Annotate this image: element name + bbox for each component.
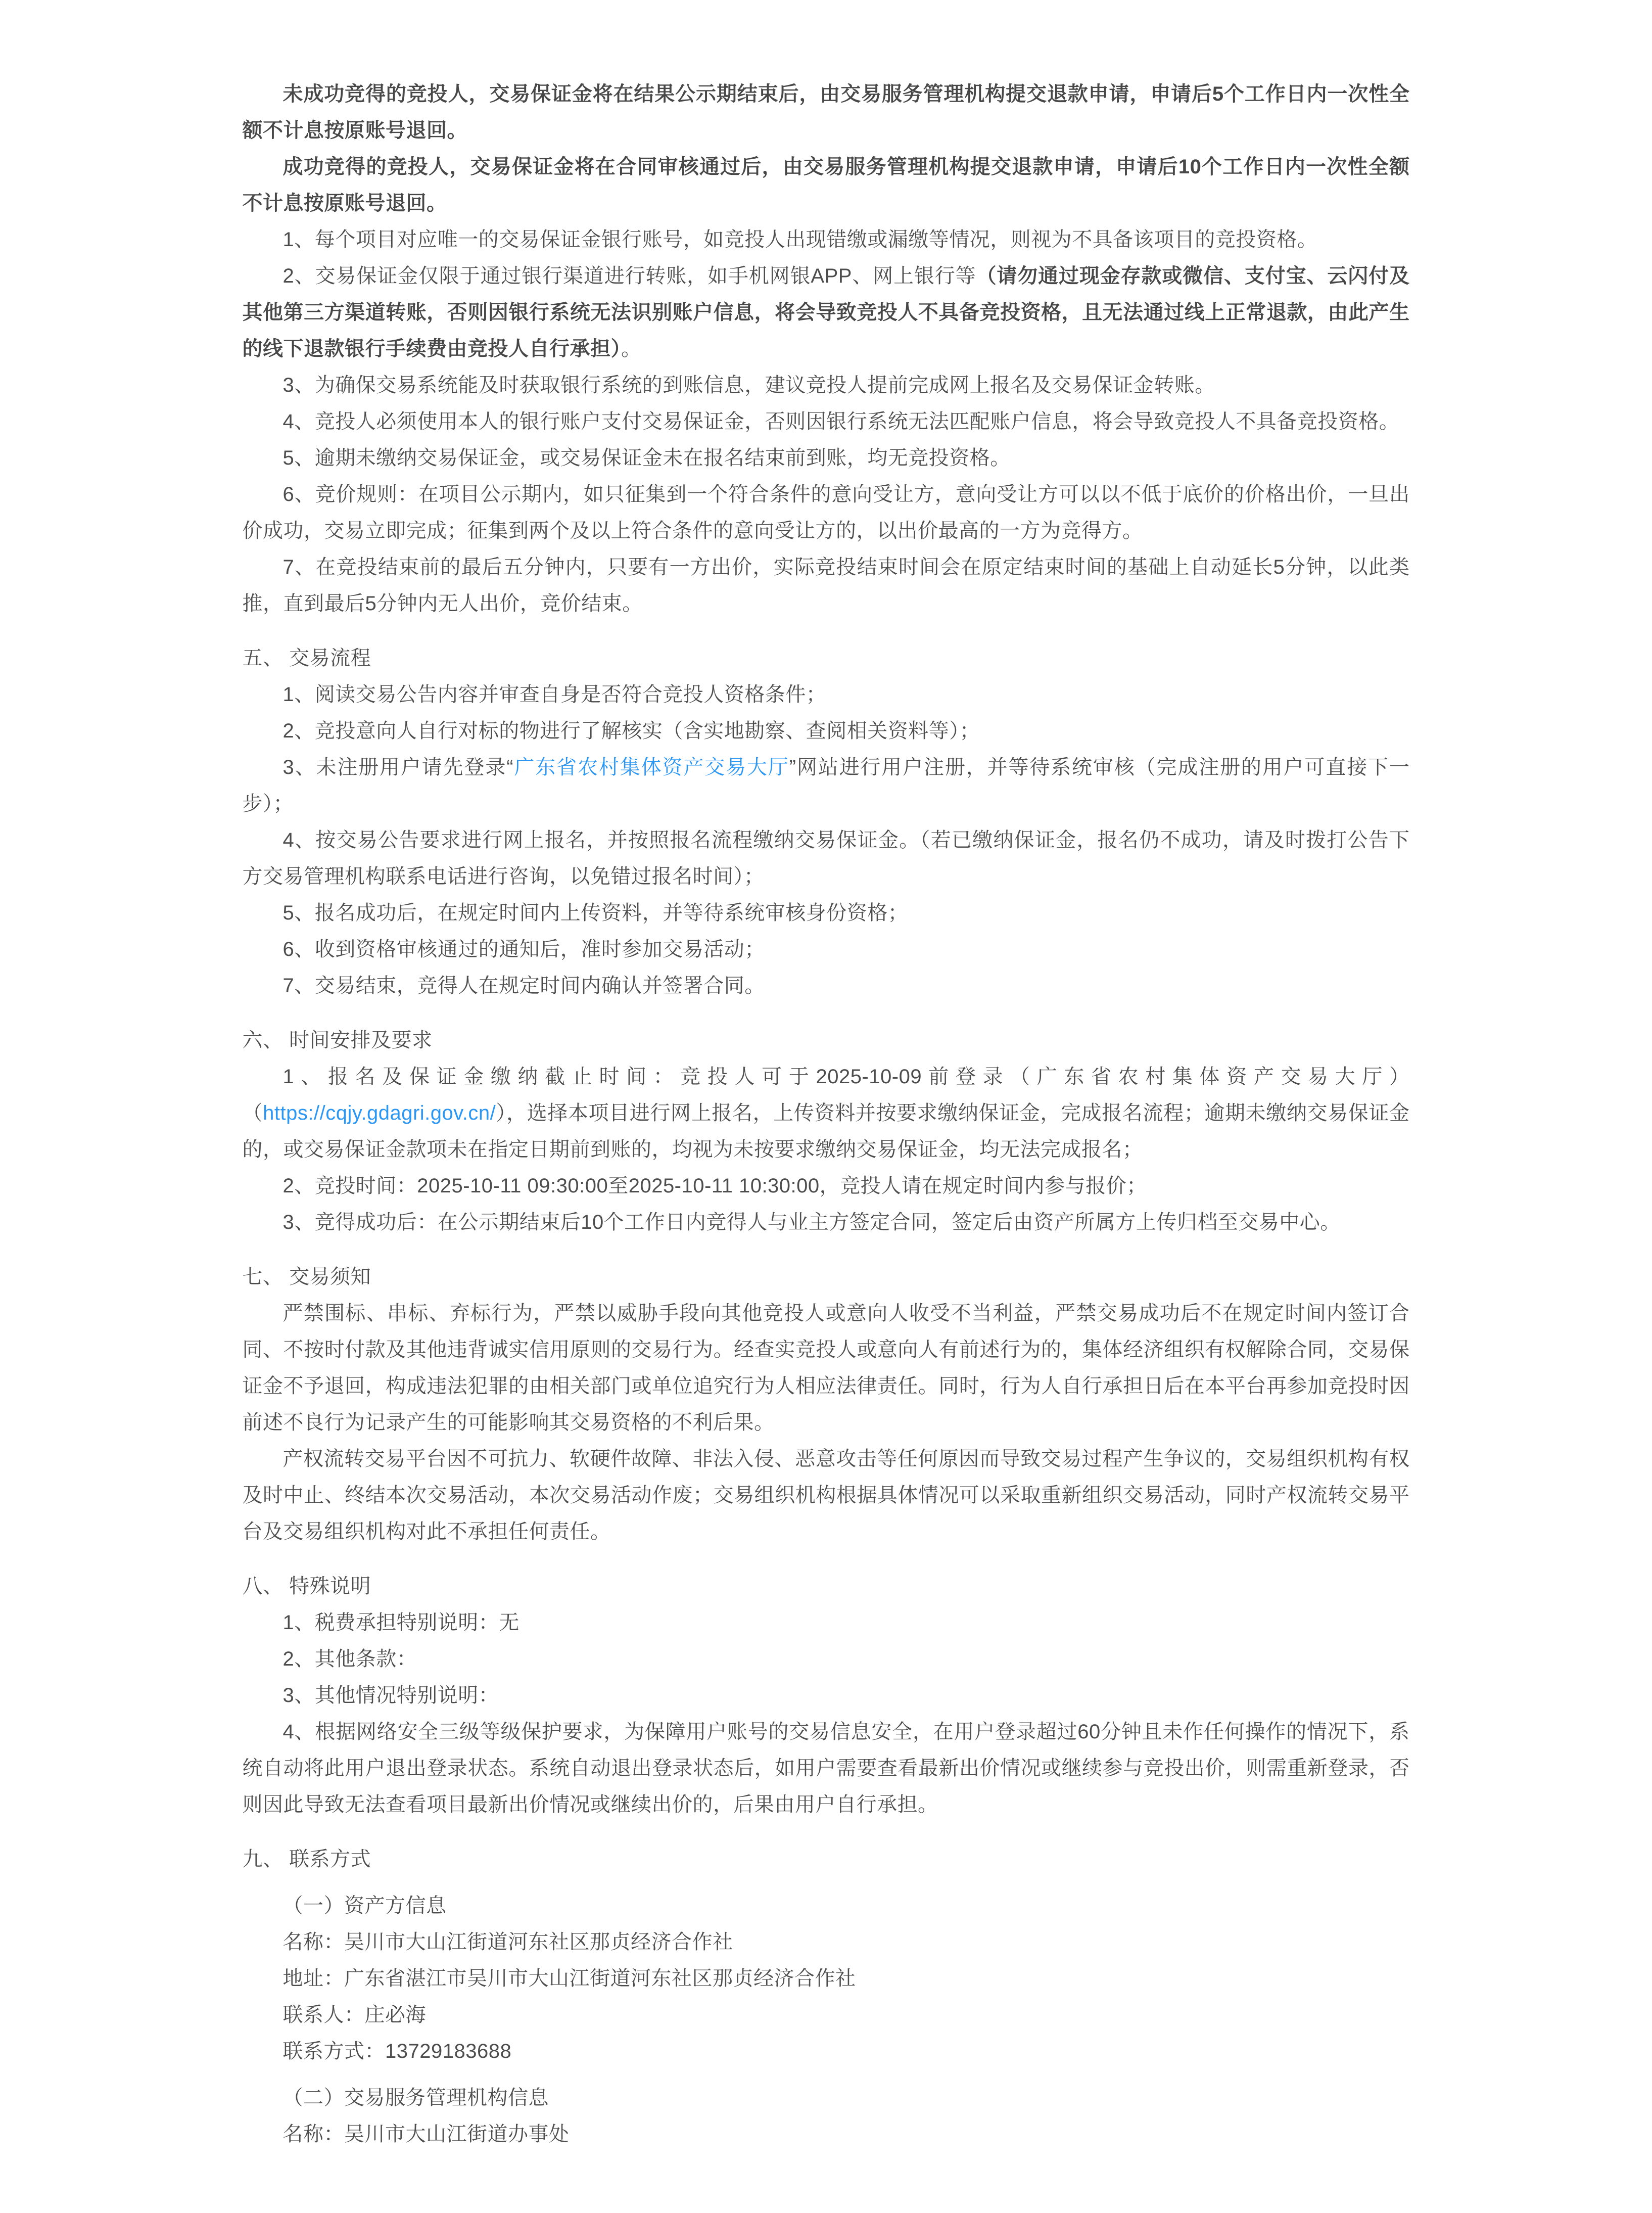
asset-contact-person: 联系人：庄必海 (282, 2004, 426, 2026)
special-note-item-2: 2、其他条款： (282, 1648, 417, 1670)
deposit-rule-item-7: 7、在竞投结束前的最后五分钟内，只要有一方出价，实际竞投结束时间会在原定结束时间的基础上自动延长5分钟，以此类推，直到最后5分钟内无人出价，竞价结束。 (242, 556, 1410, 615)
special-note-item-3: 3、其他情况特别说明： (282, 1684, 499, 1707)
schedule-item-1-tail: ），选择本项目进行网上报名，上传资料并按要求缴纳保证金，完成报名流程；逾期未缴纳交易保证金的，或交易保证金款项未在指定日期前到账的，均视为未按要求缴纳交易保证金，均无法完成报名； (242, 1102, 1410, 1161)
schedule-item-1 (243, 1058, 1410, 1168)
deposit-rule-item-1: 1、每个项目对应唯一的交易保证金银行账号，如竞投人出现错缴或漏缴等情况，则视为不具备该项目的竞投资格。 (282, 228, 1318, 251)
asset-phone: 联系方式：13729183688 (282, 2040, 512, 2062)
deposit-rule-item-2-text: 2、交易保证金仅限于通过银行渠道进行转账，如手机网银APP、网上银行等 (282, 265, 976, 287)
schedule-item-2: 2、竞投时间：2025-10-11 09:30:00至2025-10-11 10:30:00，竞投人请在规定时间内参与报价； (282, 1175, 1147, 1197)
deposit-rule-item-2-period: 。 (621, 338, 642, 360)
intro-refund-fail-paragraph: 未成功竞得的竞投人，交易保证金将在结果公示期结束后，由交易服务管理机构提交退款申请，申请后5个工作日内一次性全额不计息按原账号退回。 (242, 83, 1410, 142)
section-trade-process-heading: 五、 交易流程 (242, 647, 371, 669)
trading-hall-link[interactable]: 广东省农村集体资产交易大厅 (513, 756, 789, 778)
agency-info-subheading: （二）交易服务管理机构信息 (282, 2087, 549, 2109)
asset-address: 地址：广东省湛江市吴川市大山江街道河东社区那贞经济合作社 (282, 1967, 856, 1990)
trade-process-item-3 (243, 749, 1410, 822)
notice-paragraph-2: 产权流转交易平台因不可抗力、软硬件故障、非法入侵、恶意攻击等任何原因而导致交易过程产生争议的，交易组织机构有权及时中止、终结本次交易活动，本次交易活动作废；交易组织机构根据具体情况可以采取重新组织交易活动，同时产权流转交易平台及交易组织机构对此不承担任何责任。 (242, 1448, 1410, 1543)
trade-process-item-7: 7、交易结束，竞得人在规定时间内确认并签署合同。 (282, 975, 765, 997)
trade-process-item-6: 6、收到资格审核通过的通知后，准时参加交易活动； (282, 938, 765, 960)
deposit-rule-item-3: 3、为确保交易系统能及时获取银行系统的到账信息，建议竞投人提前完成网上报名及交易保证金转账。 (282, 374, 1215, 396)
trade-process-item-5: 5、报名成功后，在规定时间内上传资料，并等待系统审核身份资格； (282, 902, 909, 924)
special-note-item-1: 1、税费承担特别说明：无 (282, 1611, 520, 1634)
asset-name: 名称：吴川市大山江街道河东社区那贞经济合作社 (282, 1931, 733, 1953)
special-note-item-4: 4、根据网络安全三级等级保护要求，为保障用户账号的交易信息安全，在用户登录超过60分钟且未作任何操作的情况下，系统自动将此用户退出登录状态。系统自动退出登录状态后，如用户需要查看最新出价情况或继续参与竞投出价，则需重新登录，否则因此导致无法查看项目最新出价情况或继续出价的，后果由用户自行承担。 (242, 1721, 1410, 1816)
deposit-rule-item-5: 5、逾期未缴纳交易保证金，或交易保证金未在报名结束前到账，均无竞投资格。 (282, 447, 1011, 469)
notice-paragraph-1: 严禁围标、串标、弃标行为，严禁以威胁手段向其他竞投人或意向人收受不当利益，严禁交易成功后不在规定时间内签订合同、不按时付款及其他违背诚实信用原则的交易行为。经查实竞投人或意向人有前述行为的，集体经济组织有权解除合同，交易保证金不予退回，构成违法犯罪的由相关部门或单位追究行为人相应法律责任。同时，行为人自行承担日后在本平台再参加竞投时因前述不良行为记录产生的可能影响其交易资格的不利后果。 (242, 1302, 1410, 1434)
trade-process-item-4: 4、按交易公告要求进行网上报名，并按照报名流程缴纳交易保证金。（若已缴纳保证金，报名仍不成功，请及时拨打公告下方交易管理机构联系电话进行咨询，以免错过报名时间）； (242, 829, 1410, 888)
trade-process-item-2: 2、竞投意向人自行对标的物进行了解核实（含实地勘察、查阅相关资料等）； (282, 720, 980, 742)
deposit-rule-item-2 (243, 258, 1410, 367)
intro-refund-success-paragraph: 成功竞得的竞投人，交易保证金将在合同审核通过后，由交易服务管理机构提交退款申请，申请后10个工作日内一次性全额不计息按原账号退回。 (242, 156, 1410, 214)
deposit-rule-item-4: 4、竞投人必须使用本人的银行账户支付交易保证金，否则因银行系统无法匹配账户信息，将会导致竞投人不具备竞投资格。 (282, 410, 1400, 433)
trade-process-item-3-text: 3、未注册用户请先登录“ (282, 756, 514, 778)
trade-process-item-1: 1、阅读交易公告内容并审查自身是否符合竞投人资格条件； (282, 683, 827, 706)
trade-announcement-document (243, 0, 1410, 2213)
deposit-rule-item-6: 6、竞价规则：在项目公示期内，如只征集到一个符合条件的意向受让方，意向受让方可以以不低于底价的价格出价，一旦出价成功，交易立即完成；征集到两个及以上符合条件的意向受让方的，以出价最高的一方为竞得方。 (242, 483, 1410, 542)
agency-name: 名称：吴川市大山江街道办事处 (282, 2123, 570, 2145)
schedule-item-1-text: 1、报名及保证金缴纳截止时间：竞投人可于2025-10-09前登录（广东省农村集体资产交易大厅）（ (242, 1066, 1410, 1124)
asset-info-subheading: （一）资产方信息 (282, 1895, 447, 1917)
section-notice-heading: 七、 交易须知 (242, 1266, 371, 1288)
deposit-rule-item-2-warning: （请勿通过现金存款或微信、支付宝、云闪付及其他第三方渠道转账，否则因银行系统无法识别账户信息，将会导致竞投人不具备竞投资格，且无法通过线上正常退款，由此产生的线下退款银行手续费由竞投人自行承担） (242, 265, 1410, 360)
schedule-item-3: 3、竞得成功后：在公示期结束后10个工作日内竞得人与业主方签定合同，签定后由资产所属方上传归档至交易中心。 (282, 1211, 1341, 1233)
section-schedule-heading: 六、 时间安排及要求 (242, 1029, 433, 1051)
platform-url-link[interactable]: https://cqjy.gdagri.gov.cn/ (263, 1102, 496, 1124)
section-contact-heading: 九、 联系方式 (242, 1848, 371, 1870)
trade-process-item-3-tail: ”网站进行用户注册，并等待系统审核（完成注册的用户可直接下一步）； (242, 756, 1410, 815)
section-special-notes-heading: 八、 特殊说明 (242, 1575, 371, 1597)
